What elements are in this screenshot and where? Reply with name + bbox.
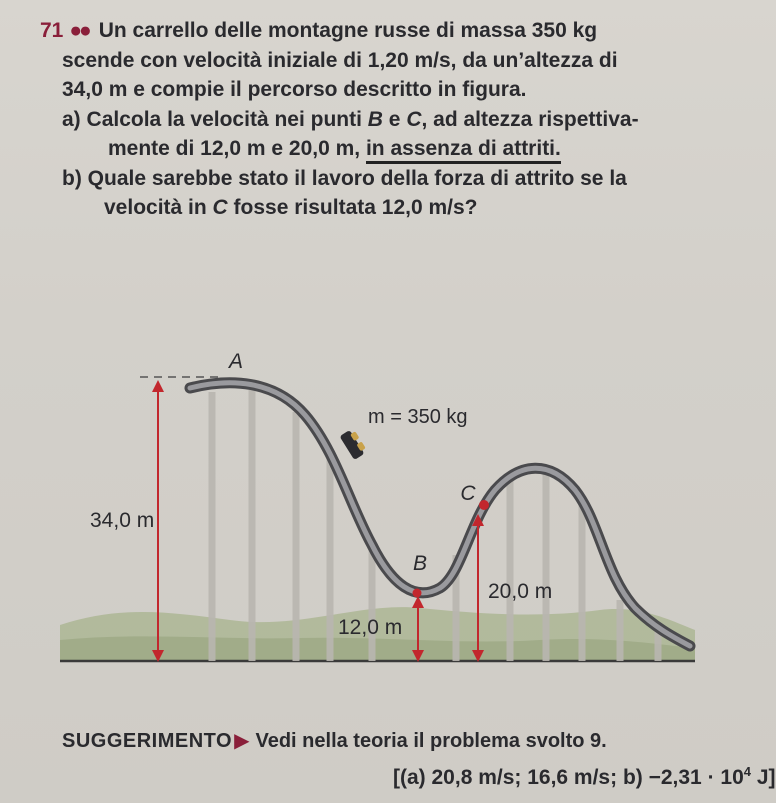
hint-text: Vedi nella teoria il problema svolto 9. [255, 730, 607, 752]
part-b-text-2-start: velocità in [104, 196, 213, 219]
part-b-text-1: Quale sarebbe stato il lavoro della forza di attrito se la [87, 166, 627, 190]
hint [62, 728, 607, 753]
part-a-text-start: Calcola la velocità nei punti [86, 107, 368, 131]
part-b-line-1 [40, 164, 755, 194]
problem-71 [40, 16, 755, 223]
difficulty-dots-icon: ●● [69, 19, 89, 42]
part-b-line-2 [40, 193, 755, 223]
play-arrow-icon: ▶ [234, 730, 250, 752]
intro-line-2: scende con velocità iniziale di 1,20 m/s, da un’altezza di [62, 48, 618, 72]
point-c-marker [479, 500, 489, 510]
point-c-label: C [460, 482, 476, 505]
height-c-label: 20,0 m [488, 580, 553, 603]
part-a-underlined-text: in assenza di attriti. [366, 137, 561, 164]
intro-line-1 [40, 16, 755, 46]
point-b-label: B [412, 552, 428, 575]
part-a-point-c: C [406, 107, 422, 131]
height-a-label: 34,0 m [90, 509, 155, 532]
part-a-label: a) [62, 107, 81, 131]
answers-text: (a) 20,8 m/s; 16,6 m/s; b) −2,31 · 10 [400, 766, 744, 789]
part-a-text-mid: e [382, 107, 407, 131]
answers-open-bracket: [ [393, 766, 400, 789]
part-b-label: b) [62, 166, 82, 190]
coaster-cart-icon [339, 428, 367, 460]
part-a-point-b: B [367, 107, 383, 131]
part-a-text-end: , ad altezza rispettiva- [421, 107, 639, 131]
part-a-text-2: mente di 12,0 m e 20,0 m, [108, 137, 366, 160]
intro-line-3: 34,0 m e compie il percorso descritto in figura. [62, 78, 527, 101]
part-b-text-2-end: fosse risultata 12,0 m/s? [227, 196, 478, 219]
answers [393, 764, 776, 790]
part-a-line-1 [40, 105, 755, 135]
point-a-label: A [228, 350, 244, 373]
problem-number: 71 [40, 19, 64, 42]
point-b-marker [413, 589, 422, 598]
part-b-point-c: C [212, 196, 228, 219]
background-hills-dark [60, 636, 695, 662]
answers-unit: J] [751, 766, 776, 789]
roller-coaster-figure [0, 340, 767, 700]
intro-text-1: Un carrello delle montagne russe di massa 350 kg [98, 19, 598, 42]
mass-label: m = 350 kg [368, 406, 468, 428]
answers-exponent: 4 [743, 764, 751, 779]
part-a-line-2 [40, 134, 755, 164]
hint-tag: SUGGERIMENTO [62, 730, 233, 752]
height-b-label: 12,0 m [338, 616, 403, 639]
roller-coaster-diagram [0, 340, 767, 700]
